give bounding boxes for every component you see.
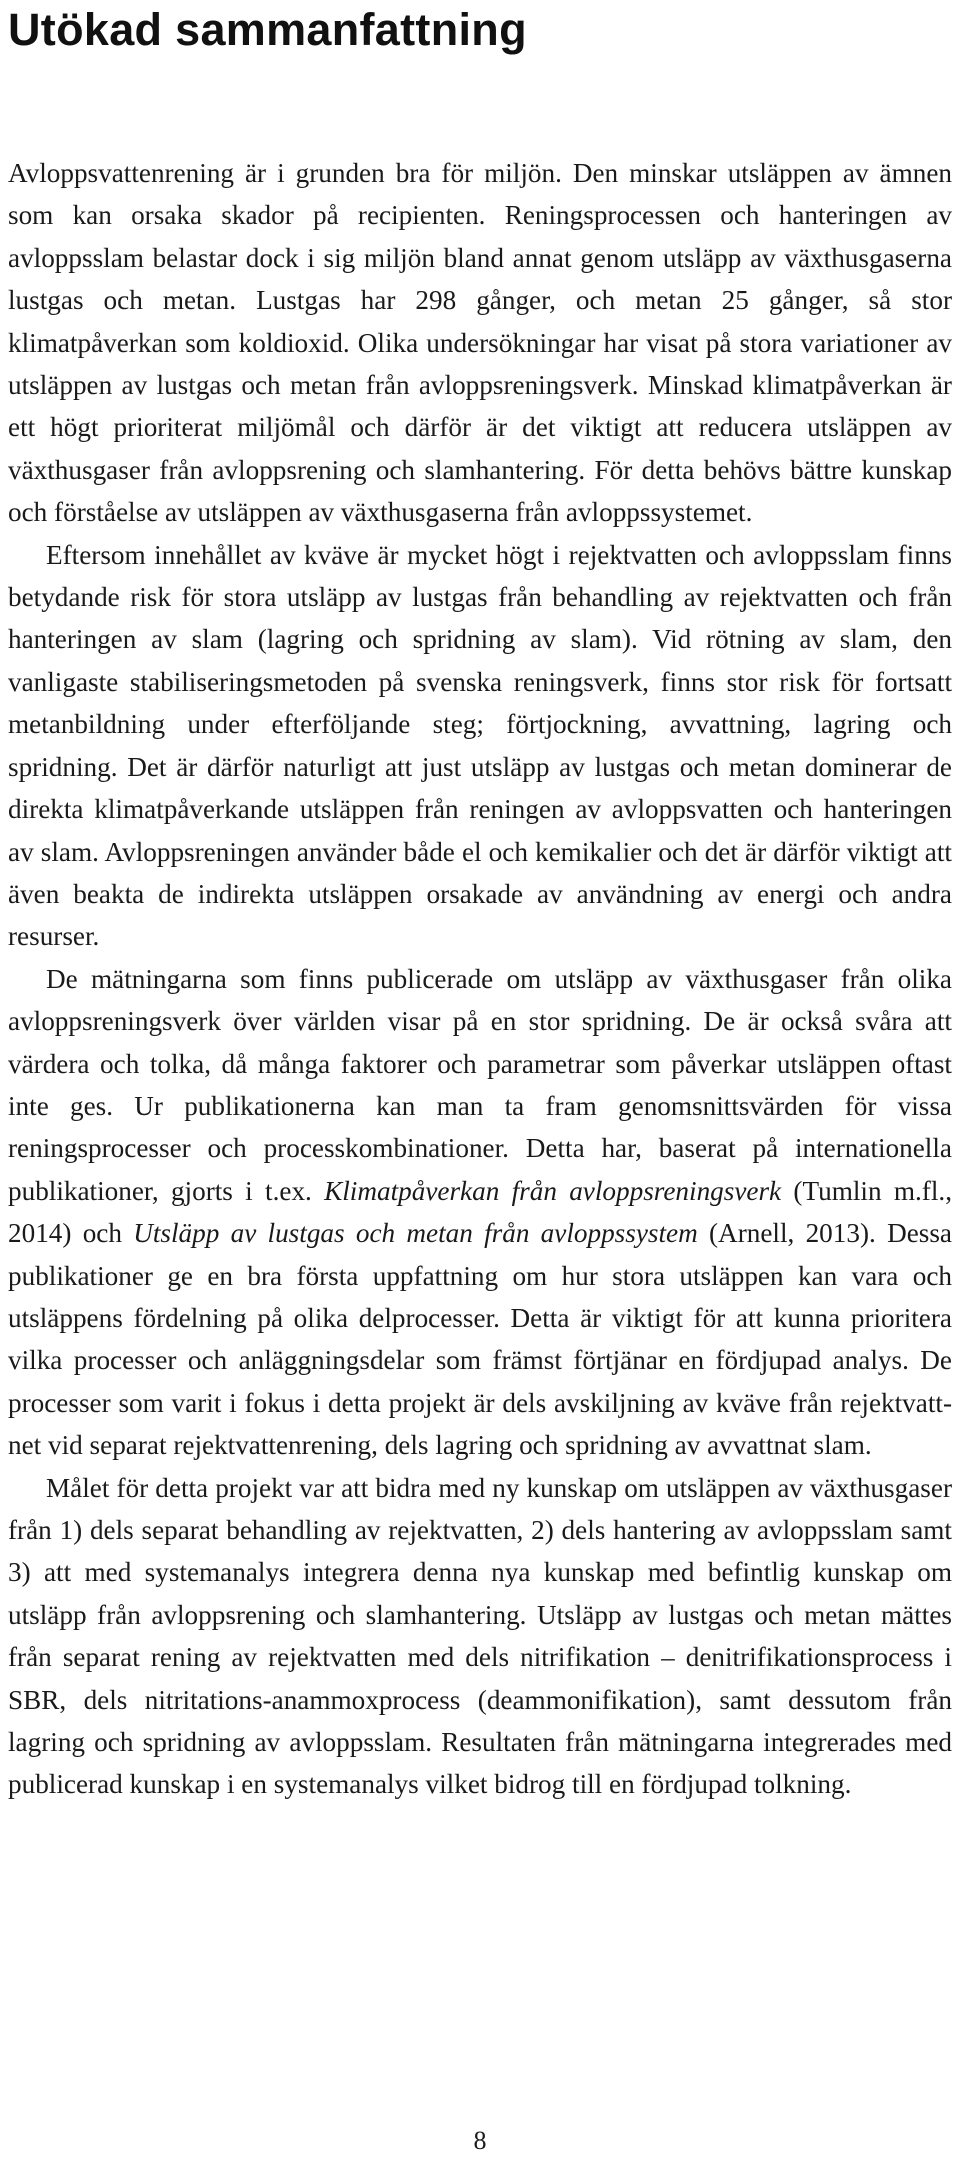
publication-title: Utsläpp av lustgas och metan från avloppssystem [133,1218,698,1249]
paragraph: Målet för detta projekt var att bidra med ny kunskap om utsläppen av växthusgaser från 1) dels separat behandling av rejektvatten, 2) dels hantering av avloppsslam samt 3) att med systemanalys integrera denna nya kunskap med befintlig kunskap om utsläpp från avloppsrening och slamhantering. Utsläpp av lustgas och metan mättes från separat rening av rejektvatten med dels nitrifikation – denitrifikationsprocess i SBR, dels nitritations-anammoxprocess (deammonifikation), samt dessutom från lagring och spridning av avloppsslam. Resultaten från mätningarna integrerades med publicerad kunskap i en systemanalys vilket bidrog till en fördjupad tolkning. [8,1472,952,1800]
paragraph-text: De mätningarna som finns publicerade om utsläpp av växthusgaser från olika avloppsreningsverk över världen visar på en stor spridning. De är också svåra att värdera och tolka, då många faktorer och parametrar som påverkar utsläppen oftast inte ges. Ur publikationerna kan man ta fram genomsnittsvärden för vissa reningsprocesser och processkombinationer. Detta har, baserat på internationella publikationer, gjorts i t.ex. [8,963,952,1206]
paragraph [8,958,952,1467]
body-text [8,152,952,1806]
page-number: 8 [473,2126,487,2155]
page-title: Utökad sammanfattning [8,4,527,55]
paragraph: Avloppsvattenrening är i grunden bra för miljön. Den minskar utsläppen av ämnen som kan orsaka skador på recipienten. Reningsprocessen och hanteringen av avloppsslam belastar dock i sig miljön bland annat genom utsläpp av växthusgaserna lustgas och metan. Lustgas har 298 gånger, och metan 25 gånger, så stor klimatpåverkan som koldioxid. Olika undersökningar har visat på stora variationer av utsläppen av lustgas och metan från avloppsreningsverk. Minskad klimatpåverkan är ett högt prioriterat miljömål och därför är det viktigt att reducera utsläppen av växthusgaser från avloppsrening och slamhantering. För detta behövs bättre kunskap och förståelse av utsläppen av växthusgaserna från avloppssystemet. [8,158,952,528]
paragraph: Eftersom innehållet av kväve är mycket högt i rejektvatten och avloppsslam finns betydande risk för stora utsläpp av lustgas från behandling av rejektvatten och från hanteringen av slam (lagring och spridning av slam). Vid rötning av slam, den vanligaste stabiliseringsmetoden på svenska reningsverk, finns stor risk för fortsatt metanbildning under efterföljande steg; förtjockning, avvattning, lagring och spridning. Det är därför naturligt att just utsläpp av lustgas och metan dominerar de direkta klimatpåverkande utsläppen från reningen av avloppsvatten och hanteringen av slam. Avloppsreningen använder både el och kemikalier och det är därför viktigt att även beakta de indirekta utsläppen orsakade av användning av energi och andra resurser. [8,539,952,952]
paragraph-text: (Arnell, 2013). Dessa publikationer ge en bra första uppfattning om hur stora utsläppen kan vara och utsläppens fördelning på olika delprocesser. Detta är viktigt för att kunna prioritera vilka processer och anläggningsdelar som främst förtjänar en fördjupad analys. De processer som varit i fokus i detta projekt är dels avskiljning av kväve från rejektvattnet vid separat rejektvattenrening, dels lagring och spridning av avvattnat slam. [8,1218,953,1461]
paragraph-text: (Tumlin m.fl., 2014) och [8,1175,952,1249]
publication-title: Klimatpåverkan från avloppsreningsverk [324,1175,782,1206]
